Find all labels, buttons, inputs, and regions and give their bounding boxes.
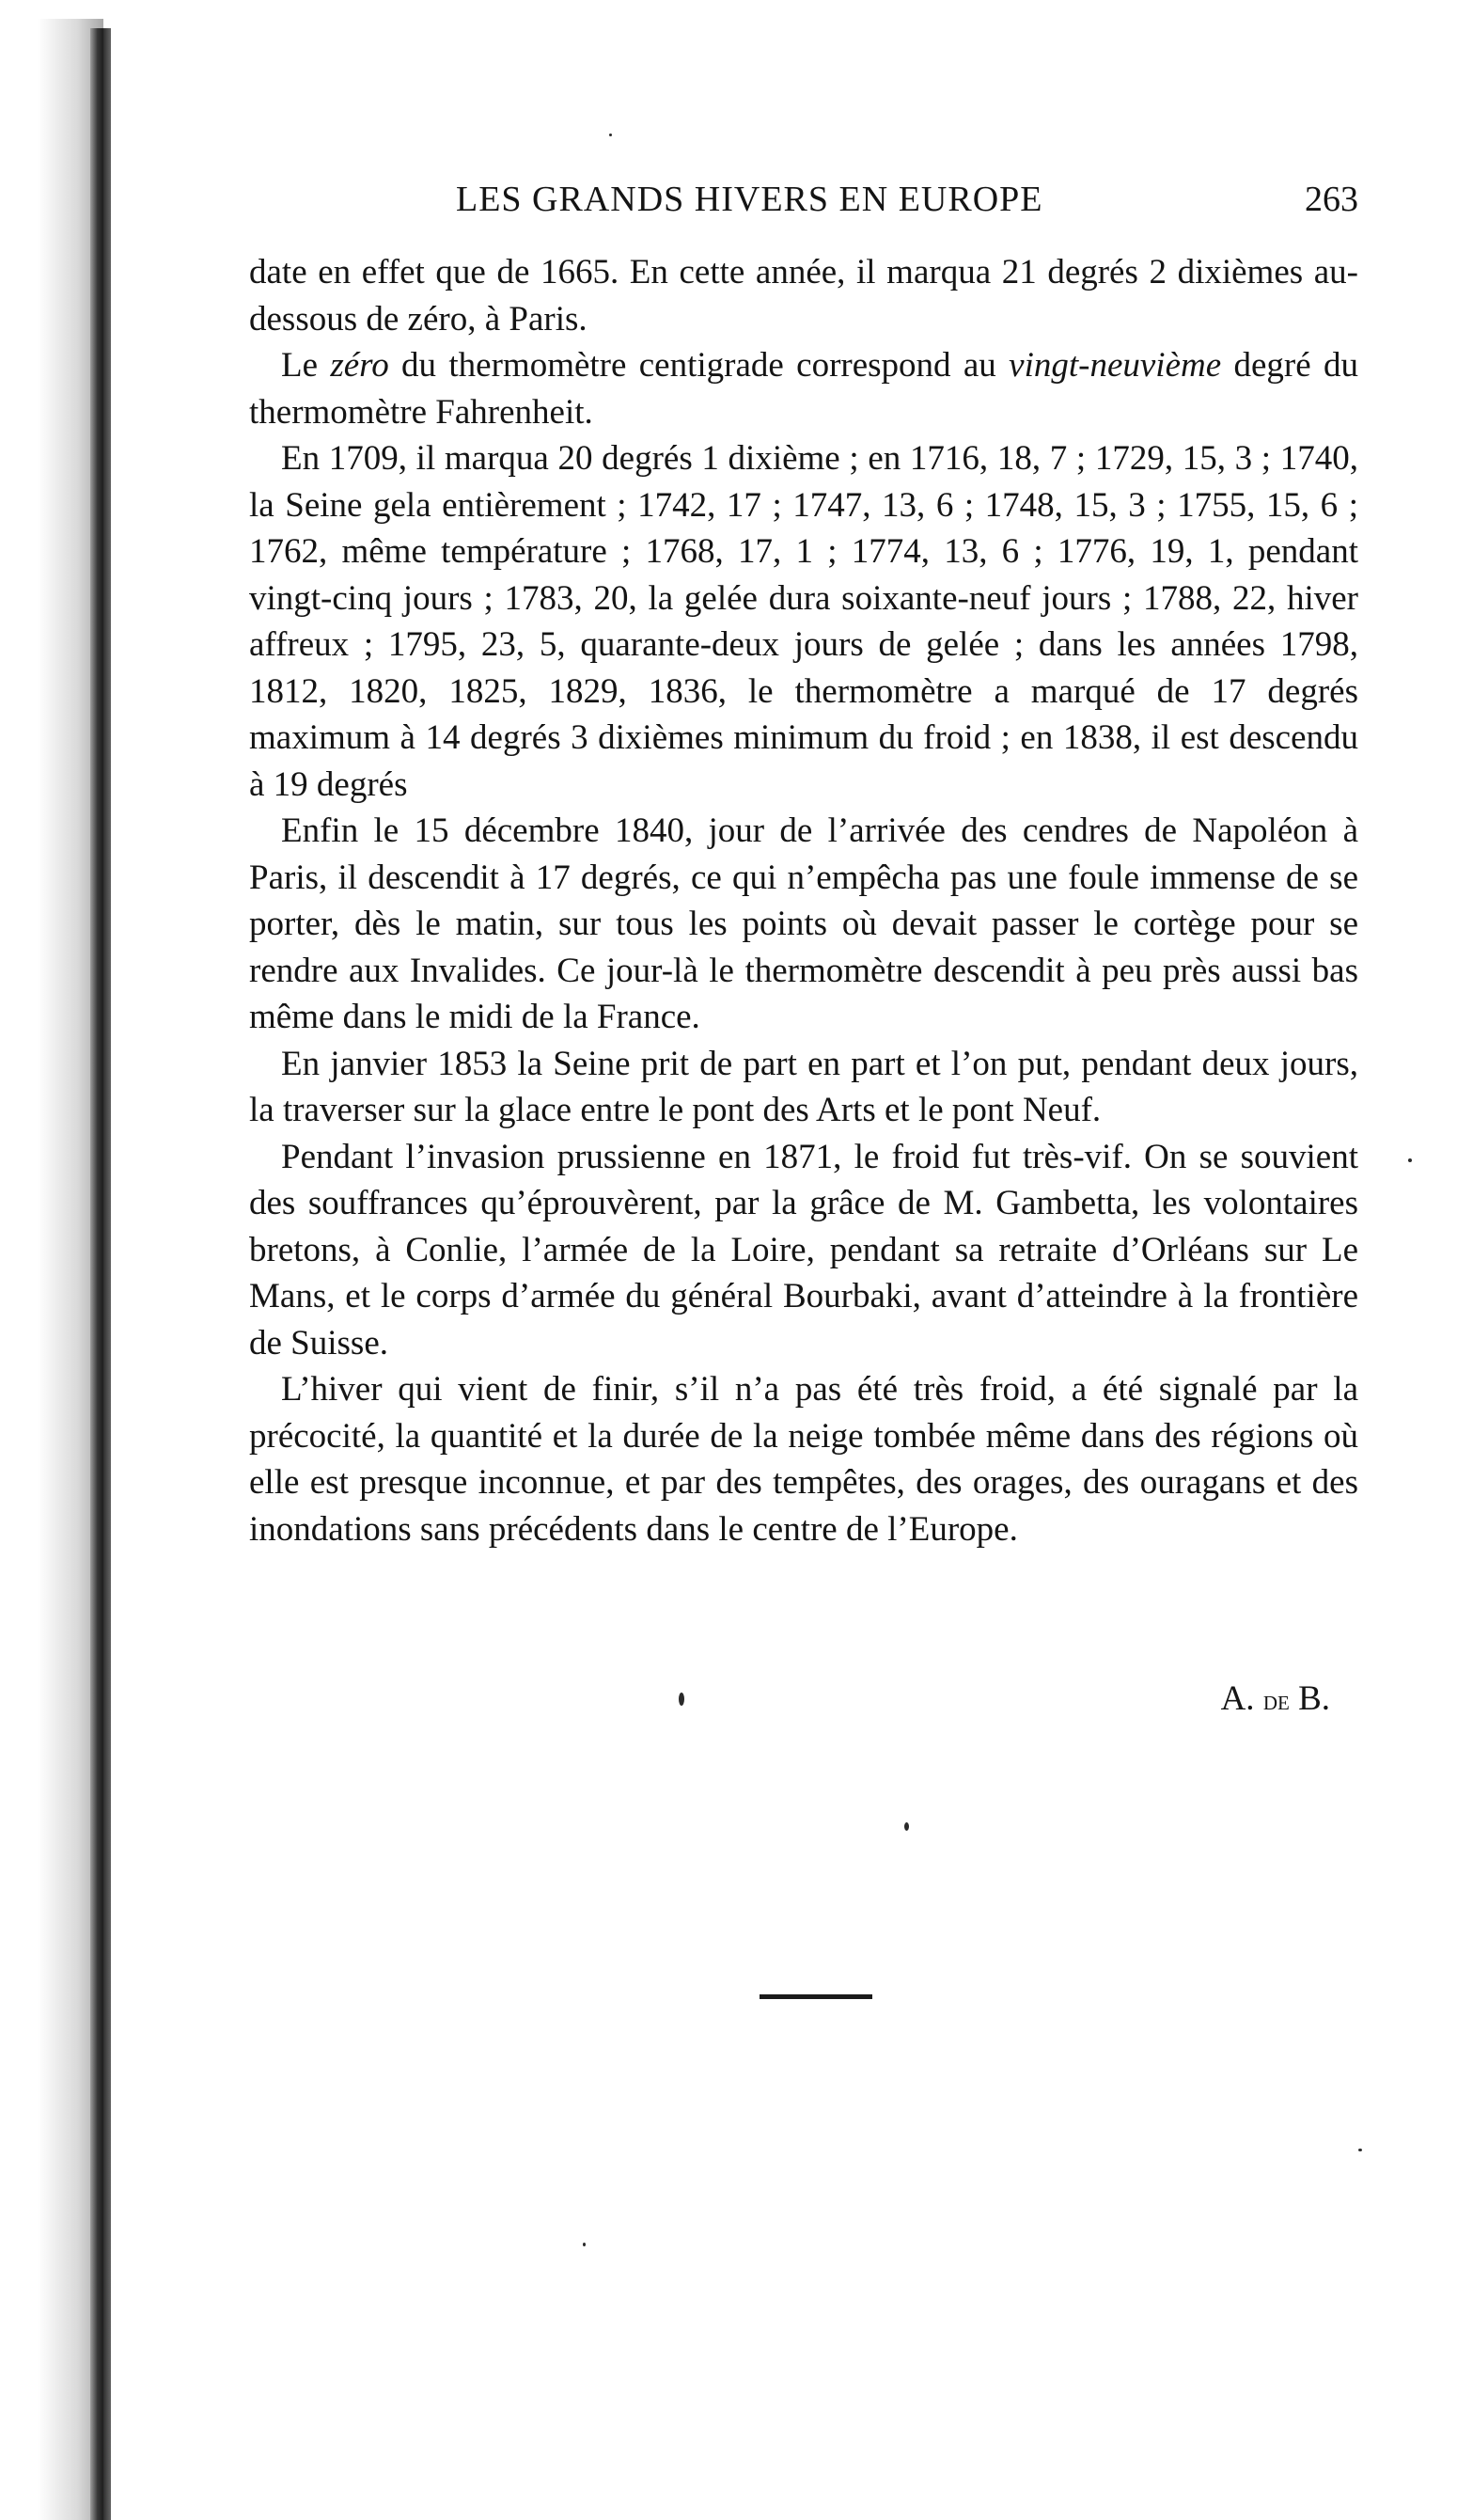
body-text — [249, 249, 1358, 1552]
ink-speck — [609, 134, 612, 136]
ink-speck — [583, 2243, 586, 2246]
page-number: 263 — [1305, 180, 1358, 219]
emphasis-vingt-neuvieme: vingt-neuvième — [1009, 346, 1222, 385]
signature-particle: de — [1262, 1685, 1290, 1716]
paragraph-3: En 1709, il marqua 20 degrés 1 dixième ; en 1716, 18, 7 ; 1729, 15, 3 ; 1740, la Seine gela entièrement ; 1742, 17 ; 1747, 13, 6 ; 1748, 15, 3 ; 1755, 15, 6 ; 1762, même température ; 1768, 17, 1 ; 1774, 13, 6 ; 1776, 19, 1, pendant vingt-cinq jours ; 1783, 20, la gelée dura soixante-neuf jours ; 1788, 22, hiver affreux ; 1795, 23, 5, quarante-deux jours de gelée ; dans les années 1798, 1812, 1820, 1825, 1829, 1836, le thermomètre a marqué de 17 degrés maximum à 14 degrés 3 dixièmes minimum du froid ; en 1838, il est descendu à 19 degrés — [249, 439, 1358, 804]
running-head — [249, 179, 1358, 226]
signature-initial: A. — [1220, 1679, 1263, 1718]
paragraph-1: date en effet que de 1665. En cette année, il marqua 21 degrés 2 dixièmes au-dessous de zéro, à Paris. — [249, 253, 1358, 339]
ink-speck — [1358, 2149, 1362, 2151]
paragraph-2-text-middle: du thermomètre centigrade correspond au — [388, 346, 1010, 385]
paragraph-7: L’hiver qui vient de finir, s’il n’a pas été très froid, a été signalé par la précocité, la quantité et la durée de la neige tombée même dans des régions où elle est presque inconnue, et par des tempêtes, des orages, des ouragans et des inondations sans précédents dans le centre de l’Europe. — [249, 1370, 1358, 1549]
paragraph-2 — [249, 342, 1358, 435]
paragraph-6: Pendant l’invasion prussienne en 1871, le froid fut très-vif. On se souvient des souffrances qu’éprouvèrent, par la grâce de M. Gambetta, les volontaires bretons, à Conlie, l’armée de la Loire, pendant sa retraite d’Orléans sur Le Mans, et le corps d’armée du général Bourbaki, avant d’atteindre à la frontière de Suisse. — [249, 1137, 1358, 1362]
ink-speck — [904, 1822, 909, 1831]
end-rule — [760, 1994, 872, 1999]
paragraph-5: En janvier 1853 la Seine prit de part en part et l’on put, pendant deux jours, la traverser sur la glace entre le pont des Arts et le pont Neuf. — [249, 1044, 1358, 1129]
running-title: LES GRANDS HIVERS EN EUROPE — [456, 180, 1043, 219]
paragraph-2-text-end: degré du thermomètre Fahrenheit. — [249, 346, 1358, 432]
binding-edge — [90, 28, 111, 2520]
emphasis-zero: zéro — [330, 346, 389, 385]
author-signature — [1221, 1678, 1330, 1719]
ink-speck — [679, 1693, 684, 1706]
paragraph-2-text-start: Le — [281, 346, 331, 385]
signature-surname: B. — [1289, 1679, 1330, 1718]
ink-speck — [1408, 1158, 1412, 1162]
paragraph-4: Enfin le 15 décembre 1840, jour de l’arrivée des cendres de Napoléon à Paris, il descendit à 17 degrés, ce qui n’empêcha pas une foule immense de se porter, dès le matin, sur tous les points où devait passer le cortège pour se rendre aux Invalides. Ce jour-là le thermomètre descendit à peu près aussi bas même dans le midi de la France. — [249, 811, 1358, 1036]
